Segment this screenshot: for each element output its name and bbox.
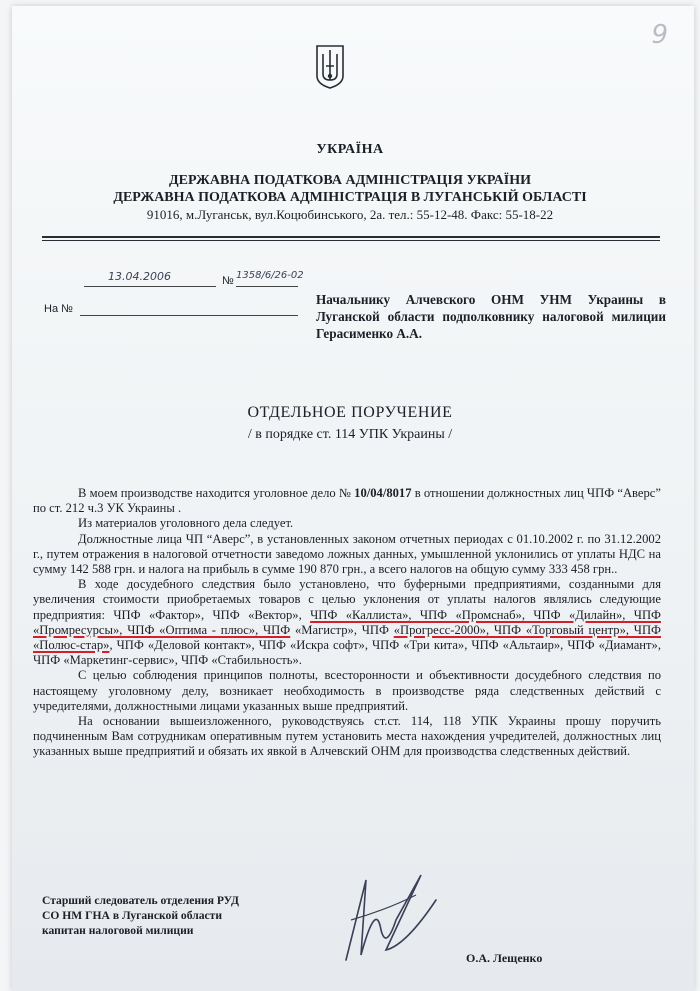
trident-emblem-icon (313, 44, 347, 90)
reply-label: На № (44, 303, 73, 315)
header-divider (42, 236, 660, 238)
signatory-title: Старший следователь отделения РУД СО НМ ГНА в Луганской области капитан налоговой милиции (42, 894, 239, 937)
org-address: 91016, м.Луганськ, вул.Коцюбинського, 2а. тел.: 55-12-48. Факс: 55-18-22 (146, 207, 554, 222)
handwritten-date: 13.04.2006 (108, 270, 171, 283)
document-subtitle: / в порядке ст. 114 УПК Украины / (247, 427, 453, 442)
org-name-line1: ДЕРЖАВНА ПОДАТКОВА АДМІНІСТРАЦІЯ УКРАЇНИ (168, 173, 532, 188)
document-body (33, 486, 661, 760)
signatory-name: О.А. Лещенко (466, 951, 543, 965)
date-line (84, 286, 216, 287)
paragraph-materials: Из материалов уголовного дела следует. (78, 516, 294, 531)
paragraph-case: В моем производстве находится уголовное дело № 10/04/8017 в отношении должностных лиц ЧПФ “Аверс” по ст. 212 ч.3 УК Украины . (33, 486, 661, 516)
paragraph-enterprises: В ходе досудебного следствия было установлено, что буферными предприятиями, созданными для увеличения стоимости приобретаемых товаров с целью уклонения от уплаты налогов являлись следующие предприятия: ЧПФ «Фактор», ЧПФ «Вектор», ЧПФ «Каллиста», ЧПФ «Промснаб», ЧПФ «Дилайн», ЧПФ «Промресурсы», ЧПФ «Оптима - плюс», ЧПФ «Магистр», ЧПФ «Прогресс-2000», ЧПФ «Торговый центр», ЧПФ «Полюс-стар», ЧПФ «Деловой контакт», ЧПФ «Искра софт», ЧПФ «Три кита», ЧПФ «Альтаир», ЧПФ «Диамант», ЧПФ «Маркетинг-сервис», ЧПФ «Стабильность». (33, 577, 662, 668)
country-heading: УКРАЇНА (316, 142, 384, 157)
signature-icon (326, 860, 446, 980)
case-number: 10/04/8017 (354, 486, 412, 500)
reply-line (80, 315, 298, 316)
underlined-enterprises-1: ЧПФ «Каллиста», ЧПФ «Промснаб», ЧПФ «Дилайн», ЧПФ «Промресурсы», ЧПФ «Оптима - плюс», ЧПФ (33, 607, 661, 637)
org-name-line2: ДЕРЖАВНА ПОДАТКОВА АДМІНІСТРАЦІЯ В ЛУГАНСЬКІЙ ОБЛАСТІ (113, 190, 587, 205)
page-number: 9 (651, 20, 668, 50)
header-divider-thin (42, 240, 660, 241)
number-line (236, 286, 298, 287)
document-title: ОТДЕЛЬНОЕ ПОРУЧЕНИЕ (247, 404, 453, 421)
handwritten-number: 1358/6/26-02 (236, 270, 304, 281)
underlined-enterprises-2: «Прогресс-2000», ЧПФ «Торговый центр», ЧПФ «Полюс-стар» (33, 622, 662, 653)
number-label: № (222, 275, 234, 287)
paragraph-facts: Должностные лица ЧП “Аверс”, в установленных законом отчетных периодах с 01.10.2002 г. по 31.12.2002 г., путем отражения в налоговой отчетности заведомо ложных данных, умышленной уклонились от уплаты НДС на сумму 142 588 грн. и налога на прибыль в сумме 190 870 грн., а всего налогов на общую сумму 333 458 грн.. (33, 531, 661, 577)
paragraph-request: На основании вышеизложенного, руководствуясь ст.ст. 114, 118 УПК Украины прошу поручить подчиненным Вам сотрудникам оперативным путем установить места нахождения учредителей, должностных лиц указанных выше предприятий и обязать их явкой в Алчевский ОНМ для производства следственных действий. (33, 714, 661, 759)
addressee: Начальнику Алчевского ОНМ УНМ Украины в Луганской области подполковнику налоговой милиции Герасименко А.А. (316, 292, 666, 341)
paragraph-purpose: С целью соблюдения принципов полноты, всесторонности и объективности досудебного следствия по настоящему уголовному делу, возникает необходимость в производстве ряда следственных действий с учредителями, должностными лицами указанных выше предприятий. (33, 668, 661, 713)
